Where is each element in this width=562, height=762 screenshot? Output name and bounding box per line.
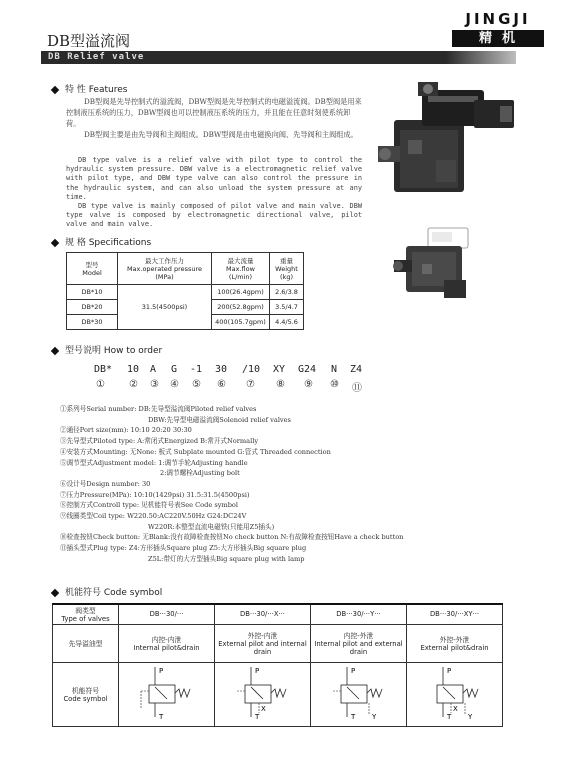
order-num-5: ⑤	[192, 379, 201, 390]
order-code-6: 30	[215, 364, 228, 375]
order-heading-text: 型号说明 How to order	[65, 346, 163, 356]
bullet-diamond-icon	[51, 85, 59, 93]
order-heading	[52, 343, 162, 356]
specs-header-model-en: Model	[82, 269, 102, 277]
order-code-4: G	[171, 364, 178, 375]
features-en-1: DB type valve is a relief valve with pilot type to control the hydraulic system pressure. DBW valve is a electromagnetic relief valve with pilot type, and DBW type valve can also control the pressure in the hydraulic system, and can also unload the system pressure at any time.	[66, 156, 362, 201]
order-num-8: ⑧	[276, 379, 285, 390]
features-heading-text: 特 性 Features	[65, 85, 128, 95]
codesym-pilot-cell	[311, 624, 407, 662]
table-row	[53, 662, 503, 726]
specs-header-pressure-en: Max.operated pressure	[126, 265, 203, 273]
specs-header-weight	[270, 253, 304, 285]
port-t-label: T	[158, 713, 163, 721]
specs-header-flow-unit: (L/min)	[228, 273, 253, 281]
port-p-label: P	[350, 667, 355, 675]
specs-header-pressure	[118, 253, 212, 285]
order-code-9: G24	[298, 364, 317, 375]
port-x-label: X	[452, 705, 458, 713]
order-num-4: ④	[170, 379, 179, 390]
specs-header-weight-unit: (kg)	[280, 273, 293, 281]
bullet-diamond-icon	[51, 238, 59, 246]
spec-flow: 400(105.7gpm)	[212, 315, 270, 330]
specs-header-flow-cn: 最大流量	[227, 257, 254, 265]
dbw-valve-photo	[378, 80, 520, 196]
desc-line: DBW:先导型电磁溢流阀Solenoid relief valves	[148, 415, 291, 424]
codesym-col: DB···30/···	[119, 604, 215, 624]
codesym-table	[52, 603, 503, 727]
specs-table	[66, 252, 304, 330]
port-t-label: T	[254, 713, 259, 721]
desc-line: ⑨线圈类型Coil type: W220.50:AC220V.50Hz G24:DC24V	[60, 512, 247, 521]
order-num-3: ③	[150, 379, 159, 390]
order-code-10: N	[331, 364, 338, 375]
order-num-11: ⑪	[352, 383, 362, 394]
codesym-type-en: Type of valves	[61, 615, 110, 624]
codesym-col: DB···30/···Y···	[311, 604, 407, 624]
specs-header-weight-cn: 重量	[280, 257, 293, 265]
specs-header-model	[67, 253, 118, 285]
desc-line: ④安装方式Mounting: 无None: 板式 Subplate mounted G:管式 Threaded connection	[60, 447, 331, 456]
codesym-heading	[52, 585, 162, 598]
relief-valve-symbol-xy-icon	[425, 665, 485, 721]
order-code-8: XY	[273, 364, 286, 375]
spec-pressure: 31.5(4500psi)	[118, 285, 212, 330]
desc-line: ②通径Port size(mm): 10:10 20:20 30:30	[60, 426, 192, 435]
title-bar-fade	[446, 51, 516, 64]
order-code-2: 10	[127, 364, 140, 375]
order-num-1: ①	[96, 379, 105, 390]
order-code-7: /10	[242, 364, 261, 375]
features-cn	[66, 96, 362, 140]
order-code-1: DB*	[94, 364, 113, 375]
codesym-pilot-cell	[407, 624, 503, 662]
symbol-en: Code symbol	[63, 695, 108, 703]
specs-heading-text: 规 格 Specifications	[65, 238, 152, 248]
order-num-2: ②	[129, 379, 138, 390]
desc-line: ⑥设计号Design number: 30	[60, 479, 151, 488]
specs-header-model-cn: 型号	[85, 261, 99, 269]
pilot-cn: 内控-外泄	[343, 632, 374, 640]
table-row	[67, 285, 304, 300]
spec-model: DB*20	[67, 300, 118, 315]
pilot-en: External pilot&drain	[420, 644, 489, 652]
port-x-label: X	[260, 705, 266, 713]
pilot-cn: 内控-内泄	[151, 636, 182, 644]
spec-model: DB*10	[67, 285, 118, 300]
features-en-2: DB type valve is mainly composed of pilot valve and main valve. DBW type valve is composed by electromagnetic directional valve, pilot valve and main valve.	[66, 202, 362, 229]
features-cn-1: DB型阀是先导控制式的溢流阀，DBW型阀是先导控制式的电磁溢流阀。DB型阀是用来控制液压系统的压力，DBW型阀也可以控制液压系统的压力，并且能在任意时刻使系统卸荷。	[66, 97, 362, 128]
order-description	[60, 404, 520, 565]
features-heading	[52, 82, 127, 95]
codesym-symbol-cell	[215, 662, 311, 726]
spec-model: DB*30	[67, 315, 118, 330]
order-num-10: ⑩	[330, 379, 339, 390]
desc-line: 2:调节螺栓Adjusting bolt	[160, 469, 240, 478]
specs-heading	[52, 235, 151, 248]
brand-name: JINGJI	[465, 10, 531, 28]
relief-valve-symbol-y-icon	[329, 665, 389, 721]
codesym-heading-text: 机能符号 Code symbol	[65, 588, 163, 598]
spec-weight: 4.4/5.6	[270, 315, 304, 330]
pilot-en: External pilot and internal drain	[218, 640, 307, 656]
order-num-9: ⑨	[304, 379, 313, 390]
spec-flow: 100(26.4gpm)	[212, 285, 270, 300]
features-en	[66, 156, 362, 230]
codesym-pilot-cell	[119, 624, 215, 662]
desc-line: ⑧控制方式Controll type: 见机能符号表See Code symbol	[60, 501, 239, 510]
specs-header-flow-en: Max.flow	[226, 265, 255, 273]
relief-valve-symbol-x-icon	[233, 665, 293, 721]
codesym-symbol-cell	[311, 662, 407, 726]
port-p-label: P	[446, 667, 451, 675]
symbol-cn: 机能符号	[71, 687, 100, 695]
desc-line: ③先导型式Piloted type: A:常闭式Energized B:常开式Normally	[60, 437, 259, 446]
table-row	[53, 624, 503, 662]
desc-line: ⑦压力Pressure(MPa): 10:10(1429psi) 31.5:31.5(4500psi)	[60, 490, 250, 499]
bullet-diamond-icon	[51, 346, 59, 354]
codesym-symbol-label	[53, 662, 119, 726]
codesym-col: DB···30/···X···	[215, 604, 311, 624]
desc-line: ⑤调节型式Adjustment model: 1:调节手轮Adjusting handle	[60, 458, 248, 467]
order-code-5: -1	[190, 364, 203, 375]
specs-header-weight-en: Weight	[275, 265, 298, 273]
port-t-label: T	[350, 713, 355, 721]
desc-line: ⑪插头型式Plug type: Z4:方形插头Square plug Z5:大方形插头Big square plug	[60, 544, 307, 553]
codesym-symbol-cell	[407, 662, 503, 726]
desc-line: Z5L:带灯的大方型插头Big square plug with lamp	[148, 554, 305, 563]
specs-header-flow	[212, 253, 270, 285]
codesym-pilot-label: 先导溢油型	[53, 624, 119, 662]
desc-line: ①系列号Serial number: DB:先导型溢流阀Piloted relief valves	[60, 405, 257, 413]
spec-flow: 200(52.8gpm)	[212, 300, 270, 315]
relief-valve-symbol-icon	[137, 665, 197, 721]
spec-weight: 3.5/4.7	[270, 300, 304, 315]
codesym-pilot-cell	[215, 624, 311, 662]
order-num-7: ⑦	[246, 379, 255, 390]
port-p-label: P	[158, 667, 163, 675]
title-bar	[41, 51, 516, 64]
specs-header-pressure-cn: 最大工作压力	[145, 257, 184, 265]
spec-weight: 2.6/3.8	[270, 285, 304, 300]
port-y-label: Y	[371, 713, 376, 721]
pilot-cn: 外控-外泄	[439, 636, 470, 644]
bullet-diamond-icon	[51, 588, 59, 596]
brand-cn: 精机	[452, 30, 544, 47]
order-code-3: A	[150, 364, 157, 375]
desc-line: ⑩检查按钮Check button: 无Blank:没有故障检查按钮No check button N:有故障检查按钮Have a check button	[60, 533, 404, 542]
port-y-label: Y	[467, 713, 472, 721]
page-title: DB型溢流阀	[47, 32, 131, 50]
pilot-cn: 外控-内泄	[247, 632, 278, 640]
brand-logo	[452, 10, 544, 47]
port-t-label: T	[446, 713, 451, 721]
codesym-col: DB···30/···XY···	[407, 604, 503, 624]
order-num-6: ⑥	[217, 379, 226, 390]
desc-line: W220R:本整型直流电磁铁(只能用Z5插头)	[148, 522, 275, 531]
page-subtitle: DB Relief valve	[48, 52, 145, 62]
port-p-label: P	[254, 667, 259, 675]
codesym-symbol-cell	[119, 662, 215, 726]
features-cn-2: DB型阀主要是由先导阀和主阀组成。DBW型阀是由电磁换向阀、先导阀和主阀组成。	[84, 130, 358, 139]
codesym-type-cn: 阀类型	[75, 607, 96, 616]
db-valve-photo	[392, 224, 474, 302]
pilot-en: Internal pilot and external drain	[314, 640, 403, 656]
pilot-en: Internal pilot&drain	[133, 644, 200, 652]
specs-header-pressure-unit: (MPa)	[155, 273, 174, 281]
codesym-header-type	[53, 604, 119, 624]
order-code-11: Z4	[350, 364, 363, 375]
